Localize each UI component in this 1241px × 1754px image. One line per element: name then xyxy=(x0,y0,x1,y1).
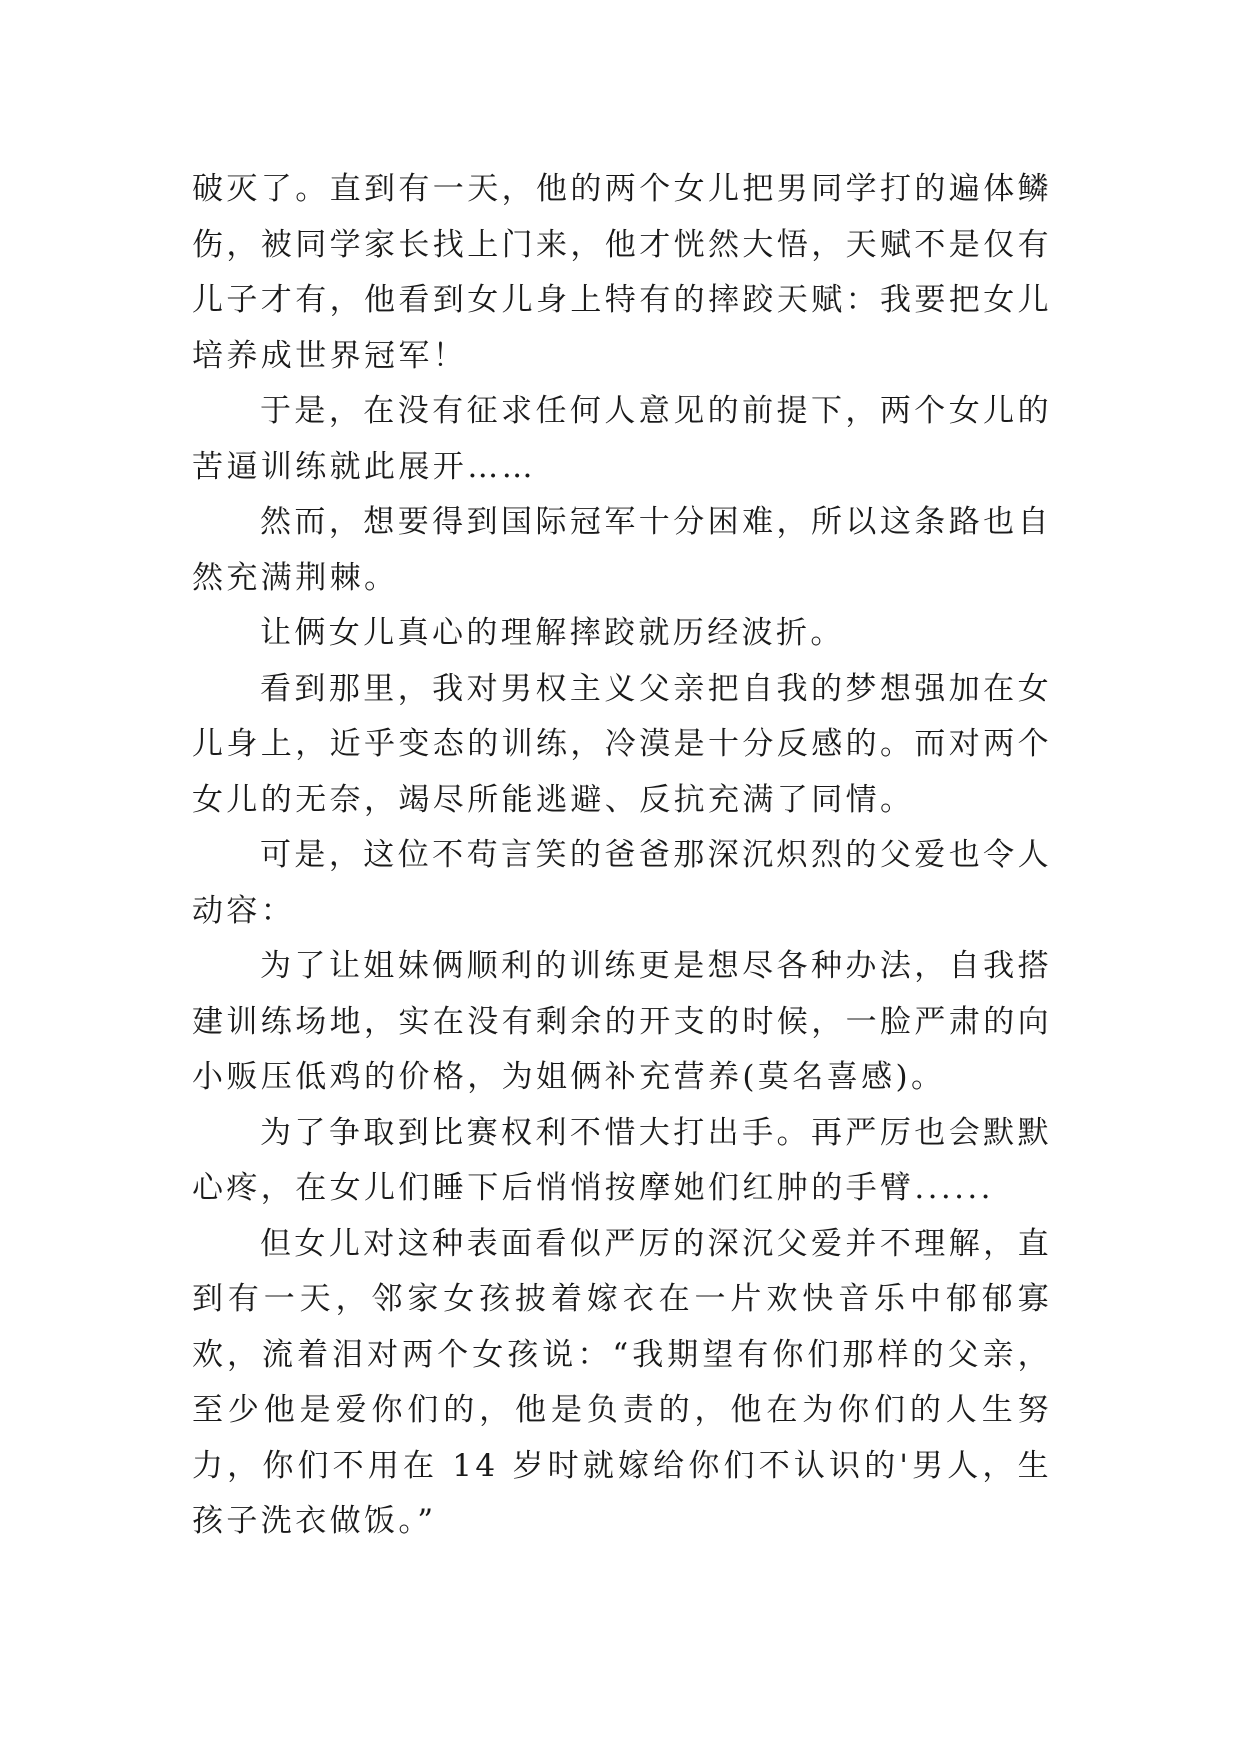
paragraph-9: 但女儿对这种表面看似严厉的深沉父爱并不理解，直到有一天，邻家女孩披着嫁衣在一片欢快音乐中郁郁寡欢，流着泪对两个女孩说：“我期望有你们那样的父亲，至少他是爱你们的，他是负责的，他在为你们的人生努力，你们不用在 14 岁时就嫁给你们不认识的'男人，生孩子洗衣做饭。” xyxy=(192,1225,1052,1539)
paragraph-7: 为了让姐妹俩顺利的训练更是想尽各种办法，自我搭建训练场地，实在没有剩余的开支的时候，一脸严肃的向小贩压低鸡的价格，为姐俩补充营养(莫名喜感)。 xyxy=(192,948,1052,1095)
paragraph-4: 让俩女儿真心的理解摔跤就历经波折。 xyxy=(260,615,845,651)
paragraph-1: 破灭了。直到有一天，他的两个女儿把男同学打的遍体鳞伤，被同学家长找上门来，他才恍然大悟，天赋不是仅有儿子才有，他看到女儿身上特有的摔跤天赋：我要把女儿培养成世界冠军！ xyxy=(192,171,1052,374)
paragraph-3: 然而，想要得到国际冠军十分困难，所以这条路也自然充满荆棘。 xyxy=(192,504,1052,596)
paragraph-2: 于是，在没有征求任何人意见的前提下，两个女儿的苦逼训练就此展开…… xyxy=(192,393,1052,485)
document-page xyxy=(192,162,1052,1550)
paragraph-6: 可是，这位不苟言笑的爸爸那深沉炽烈的父爱也令人动容： xyxy=(192,837,1052,929)
paragraph-5: 看到那里，我对男权主义父亲把自我的梦想强加在女儿身上，近乎变态的训练，冷漠是十分反感的。而对两个女儿的无奈，竭尽所能逃避、反抗充满了同情。 xyxy=(192,670,1052,818)
paragraph-8: 为了争取到比赛权利不惜大打出手。再严厉也会默默心疼，在女儿们睡下后悄悄按摩她们红肿的手臂...... xyxy=(192,1114,1052,1206)
